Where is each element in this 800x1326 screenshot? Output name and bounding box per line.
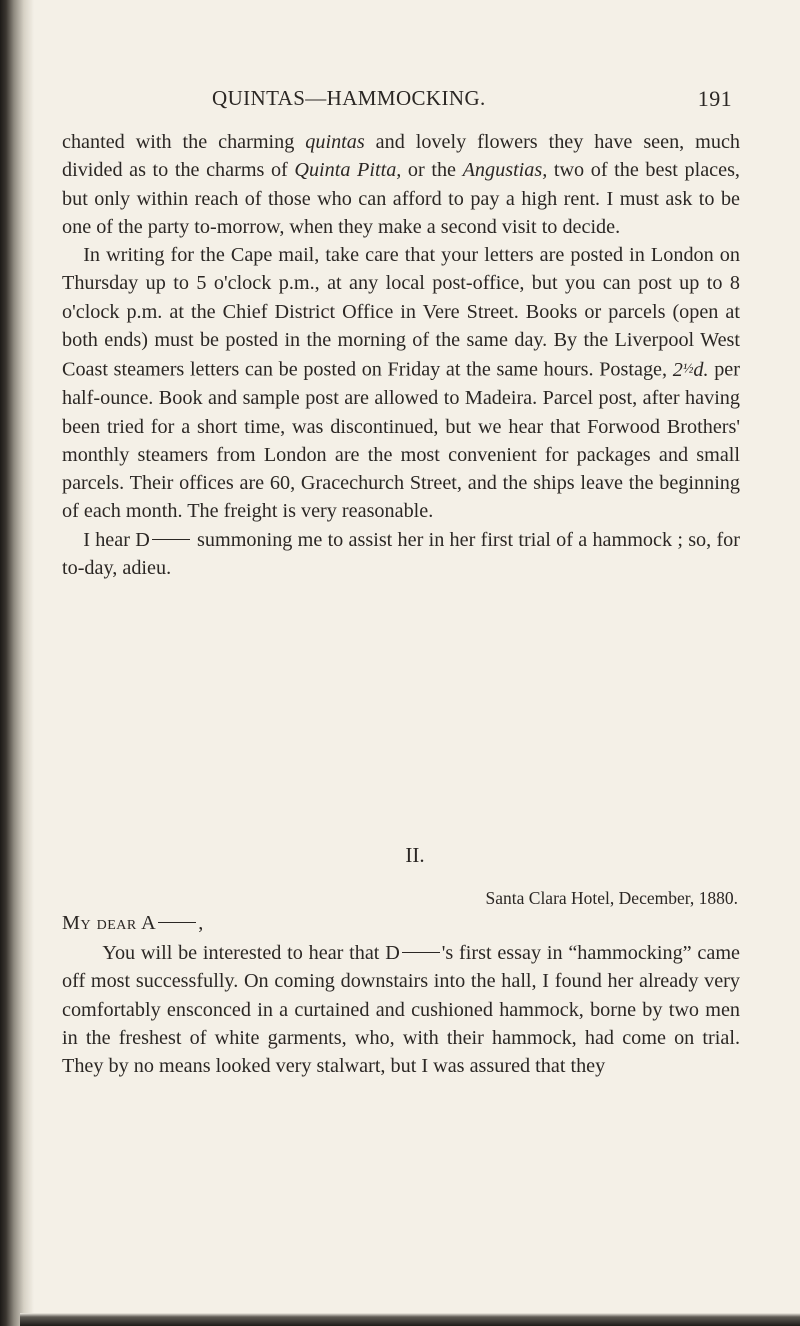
page-number: 191 <box>697 86 732 111</box>
paragraph-hammocking: You will be interested to hear that D 's first essay in “hammocking” came off most successfully. On coming downstairs into the hall, I found her already very comfortably ensconced in a curtained and cushioned hammock, borne by two men in the freshest of white garments, who, with their hammock, had come on trial. They by no means looked very stalwart, but I was assured that they <box>62 942 740 1078</box>
italic-quintas: quintas <box>305 131 365 153</box>
italic-angustias: Angustias, <box>462 159 548 182</box>
page-header <box>212 86 732 120</box>
postage-amount: 2½d. <box>672 358 709 381</box>
scan-bottom-edge <box>20 1313 800 1326</box>
binding-shadow <box>0 0 34 1326</box>
paragraph-cape-mail: In writing for the Cape mail, take care that your letters are posted in London on Thursday up to 5 o'clock p.m., at any local post-office, but you can post up to 8 o'clock p.m. at the Chief District Office in Vere Street. Books or parcels (open at both ends) must be posted in the morning of the same day. By the Liverpool West Coast steamers letters can be posted on Friday at the same hours. Postage, 2½d. per half-ounce. Book and sample post are allowed to Madeira. Parcel post, after having been tried for a short time, was discontinued, but we hear that Forwood Brothers' monthly steamers from London are the most convenient for packages and small parcels. Their offices are 60, Gracechurch Street, and the ships leave the beginning of each month. The freight is very reasonable. <box>62 244 740 523</box>
section-number: II. <box>405 843 425 867</box>
running-title: QUINTAS—HAMMOCKING. <box>212 86 486 110</box>
letter-salutation: My dear A , <box>62 912 204 934</box>
name-dash <box>152 539 190 540</box>
letter-body <box>62 939 740 1080</box>
paragraph-adieu: I hear D summoning me to assist her in her first trial of a hammock ; so, for to-day, adieu. <box>62 528 740 579</box>
letter-dateline: Santa Clara Hotel, December, 1880. <box>485 888 738 908</box>
paragraph-quintas: chanted with the charming quintas and lovely flowers they have seen, much divided as to the charms of Quinta Pitta, or the Angustias, two of the best places, but only within reach of those who can afford to pay a high rent. I must ask to be one of the party to-morrow, when they make a second visit to decide. <box>62 131 741 238</box>
text-body <box>62 128 740 582</box>
name-dash <box>402 952 440 953</box>
name-dash <box>158 922 196 923</box>
italic-quinta-pitta: Quinta Pitta, <box>294 159 402 182</box>
